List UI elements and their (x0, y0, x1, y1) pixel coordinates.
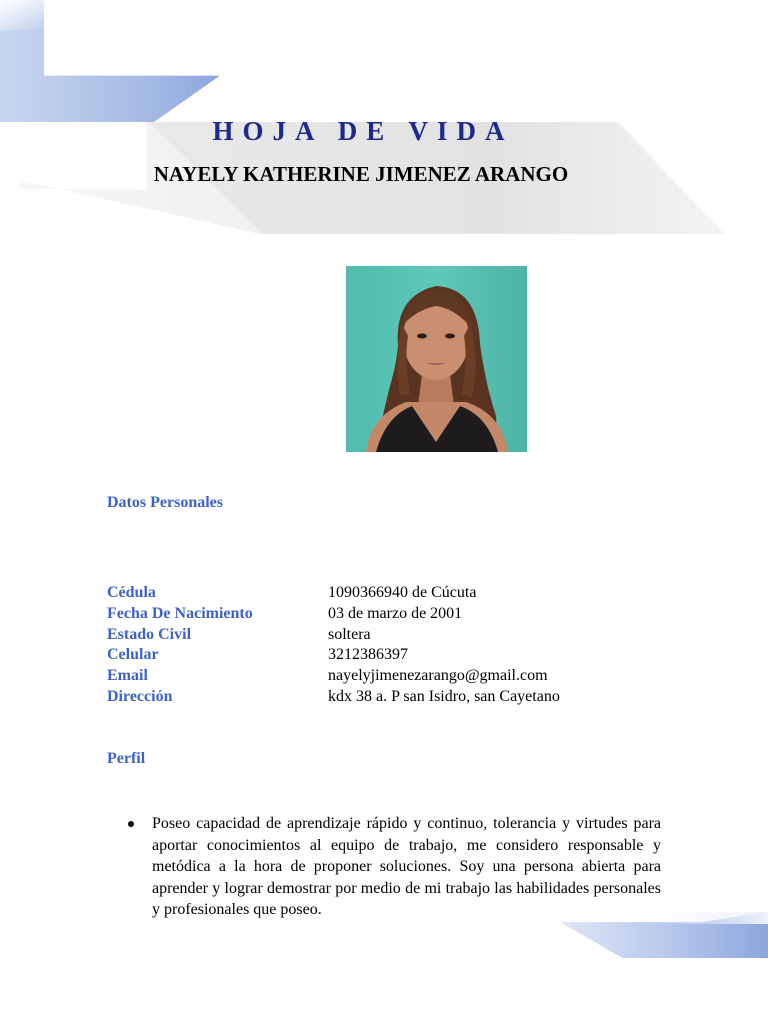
field-value: 03 de marzo de 2001 (328, 604, 463, 622)
profile-list (125, 813, 661, 921)
table-row (107, 645, 667, 666)
table-row (107, 604, 667, 625)
bullet-icon (128, 821, 134, 827)
profile-photo (346, 266, 527, 452)
field-value: 1090366940 de Cúcuta (328, 584, 477, 601)
table-row (107, 625, 667, 646)
field-label: Cédula (107, 584, 156, 601)
table-row (107, 687, 667, 708)
person-name: NAYELY KATHERINE JIMENEZ ARANGO (153, 162, 569, 186)
table-row (107, 583, 667, 604)
page-title: HOJA DE VIDA (212, 116, 514, 146)
field-label: Fecha De Nacimiento (107, 604, 253, 622)
field-value: kdx 38 a. P san Isidro, san Cayetano (328, 687, 560, 705)
section-title-personal: Datos Personales (107, 494, 223, 511)
field-value: 3212386397 (328, 646, 408, 664)
field-label: Estado Civil (107, 625, 192, 643)
corner-decoration-bottom-highlight (650, 912, 768, 924)
list-item (125, 813, 661, 921)
field-label: Email (107, 667, 148, 685)
profile-photo-icon (346, 266, 527, 452)
personal-data-table (107, 583, 667, 708)
corner-decoration-highlight (0, 0, 45, 30)
field-label: Dirección (107, 687, 173, 705)
field-value: soltera (328, 625, 371, 643)
table-row (107, 666, 667, 687)
section-title-profile: Perfil (107, 750, 146, 767)
email-value[interactable]: nayelyjimenezarango@gmail.com (328, 667, 548, 685)
field-label: Celular (107, 646, 159, 664)
profile-text: Poseo capacidad de aprendizaje rápido y continuo, tolerancia y virtudes para aportar conocimientos al equipo de trabajo, me considero responsable y metódica a la hora de proponer soluciones. Soy una persona abierta para aprender y lograr demostrar por medio de mi trabajo las habilidades personales y profesionales que poseo. (152, 815, 661, 918)
